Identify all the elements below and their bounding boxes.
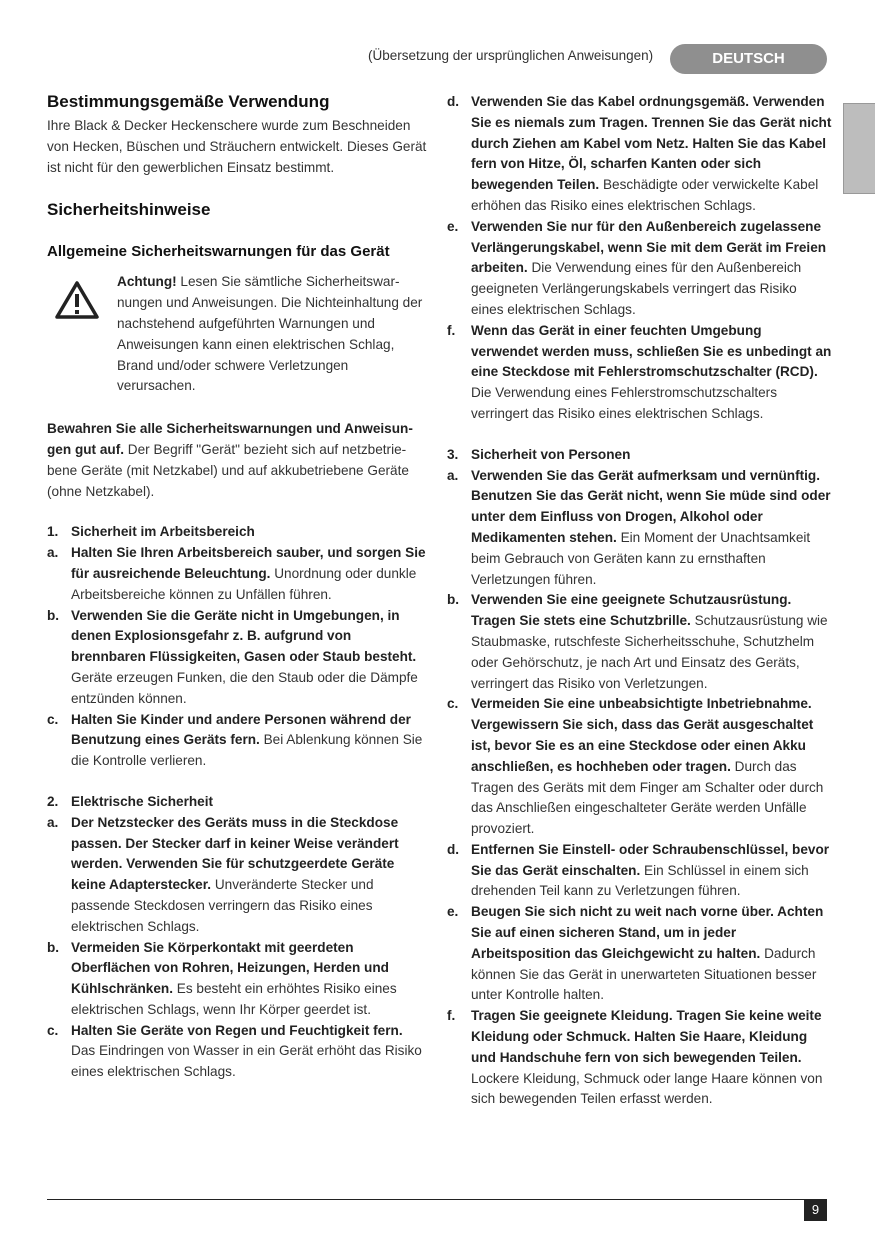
section-heading: 1. Sicherheit im Arbeitsbereich xyxy=(47,524,255,540)
warning-bold: Achtung! xyxy=(117,274,177,290)
section-heading: 2. Elektrische Sicherheit xyxy=(47,793,214,809)
general-warnings-title: Allgemeine Sicherheitswarnungen für das Gerät xyxy=(47,243,390,261)
warning-triangle-icon xyxy=(54,280,100,320)
translation-note: (Übersetzung der ursprünglichen Anweisungen) xyxy=(368,48,654,63)
left-column xyxy=(47,90,427,1083)
list-item: d. Entfernen Sie Einstell- oder Schraubenschlüssel, bevor Sie das Gerät einschalten. Ein Schlüssel in einem sich drehenden Teil kann zu Verletzungen führen. xyxy=(447,841,830,899)
right-column xyxy=(447,92,832,1110)
keep-instructions: Bewahren Sie alle Sicherheitswarnungen und Anweisungen gut auf. Der Begriff "Gerät" bezieht sich auf netzbetriebene Geräte (mit Netzkabel) und auf akkubetriebene Geräte (ohne Netzkabel). xyxy=(47,421,413,499)
list-item: b. Verwenden Sie eine geeignete Schutzausrüstung. Tragen Sie stets eine Schutzbrille. Schutzausrüstung wie Staubmaske, rutschfeste Sicherheitsschuhe, Schutzhelm oder Gehörschutz, je nach Art und Einsatz des Geräts, verringert das Risiko von Verletzungen. xyxy=(447,592,828,691)
page-number: 9 xyxy=(804,1199,827,1221)
intended-use-text: Ihre Black & Decker Heckenschere wurde zum Beschneiden von Hecken, Büschen und Sträuchern entwickelt. Dieses Gerät ist nicht für den gewerblichen Einsatz bestimmt. xyxy=(47,118,427,175)
list-item: f. Wenn das Gerät in einer feuchten Umgebung verwendet werden muss, schließen Sie es unbedingt an eine Steckdose mit Fehlerstromschutzschalter (RCD). Die Verwendung eines Fehlerstromschutzschalters verringert das Risiko eines elektrischen Schlags. xyxy=(447,322,832,421)
list-item: b. Verwenden Sie die Geräte nicht in Umgebungen, in denen Explosionsgefahr z. B. aufgrund von brennbaren Flüssigkeiten, Gasen oder Staub besteht. Geräte erzeugen Funken, die den Staub oder die Dämpfe entzünden können. xyxy=(47,607,418,706)
list-item: a. Verwenden Sie das Gerät aufmerksam und vernünftig. Benutzen Sie das Gerät nicht, wenn Sie müde sind oder unter dem Einfluss von Drogen, Alkohol oder Medikamenten stehen. Ein Moment der Unachtsamkeit beim Gebrauch von Geräten kann zu ernsthaften Verletzungen führen. xyxy=(447,467,831,587)
section-heading: 3. Sicherheit von Personen xyxy=(447,446,631,462)
footer-rule xyxy=(47,1199,827,1200)
list-item: f. Tragen Sie geeignete Kleidung. Tragen Sie keine weite Kleidung oder Schmuck. Halten Sie Haare, Kleidung und Handschuhe fern von sich bewegenden Teilen. Lockere Kleidung, Schmuck oder lange Haare können von sich bewegenden Teilen erfasst werden. xyxy=(447,1008,823,1107)
side-thumb-tab xyxy=(843,103,875,194)
list-item: b. Vermeiden Sie Körperkontakt mit geerdeten Oberflächen von Rohren, Heizungen, Herden und Kühlschränken. Es besteht ein erhöhtes Risiko eines elektrischen Schlags, wenn Ihr Körper geerdet ist. xyxy=(47,939,397,1017)
list-item: e. Verwenden Sie nur für den Außenbereich zugelassene Verlängerungskabel, wenn Sie mit dem Gerät im Freien arbeiten. Die Verwendung eines für den Außenbereich geeigneten Verlängerungskabels verringert das Risiko eines elektrischen Schlags. xyxy=(447,218,827,317)
list-item: d. Verwenden Sie das Kabel ordnungsgemäß. Verwenden Sie es niemals zum Tragen. Trennen Sie das Gerät nicht durch Ziehen am Kabel vom Netz. Halten Sie das Kabel fern von Hitze, Öl, scharfen Kanten oder sich bewegenden Teilen. Beschädigte oder verwickelte Kabel erhöhen das Risiko eines elektrischen Schlags. xyxy=(447,94,832,213)
list-item: e. Beugen Sie sich nicht zu weit nach vorne über. Achten Sie auf einen sicheren Stand, um in jeder Arbeitsposition das Gleichgewicht zu halten. Dadurch können Sie das Gerät in unerwarteten Situationen besser unter Kontrolle halten. xyxy=(447,904,824,1003)
intended-use-title: Bestimmungsgemäße Verwendung xyxy=(47,92,330,111)
language-tab: DEUTSCH xyxy=(670,44,827,74)
warning-block xyxy=(47,272,427,397)
list-item: c. Vermeiden Sie eine unbeabsichtigte Inbetriebnahme. Vergewissern Sie sich, dass das Gerät ausgeschaltet ist, bevor Sie es an eine Steckdose oder einen Akku anschließen, es hochheben oder tragen. Durch das Tragen des Geräts mit dem Finger am Schalter oder durch das Anschließen eingeschalteter Geräte werden Unfälle provoziert. xyxy=(447,696,824,837)
list-item: a. Halten Sie Ihren Arbeitsbereich sauber, und sorgen Sie für ausreichende Beleuchtung. Unordnung oder dunkle Arbeitsbereiche können zu Unfällen führen. xyxy=(47,545,426,602)
list-item: a. Der Netzstecker des Geräts muss in die Steckdose passen. Der Stecker darf in keiner Weise verändert werden. Verwenden Sie für schutzgeerdete Geräte keine Adapterstecker. Unveränderte Stecker und passende Steckdosen verringern das Risiko eines elektrischen Schlags. xyxy=(47,814,399,934)
list-item: c. Halten Sie Kinder und andere Personen während der Benutzung eines Geräts fern. Bei Ablenkung können Sie die Kontrolle verlieren. xyxy=(47,711,423,769)
list-item: c. Halten Sie Geräte von Regen und Feuchtigkeit fern. Das Eindringen von Wasser in ein Gerät erhöht das Risiko eines elektrischen Schlags. xyxy=(47,1022,422,1080)
safety-title: Sicherheitshinweise xyxy=(47,200,211,220)
warning-text: Lesen Sie sämtliche Sicherheitswarnungen und Anweisungen. Die Nichteinhaltung der nachstehend aufgeführten Warnungen und Anweisungen kann einen elektrischen Schlag, Brand und/oder schwere Verletzungen verursachen. xyxy=(117,274,423,394)
